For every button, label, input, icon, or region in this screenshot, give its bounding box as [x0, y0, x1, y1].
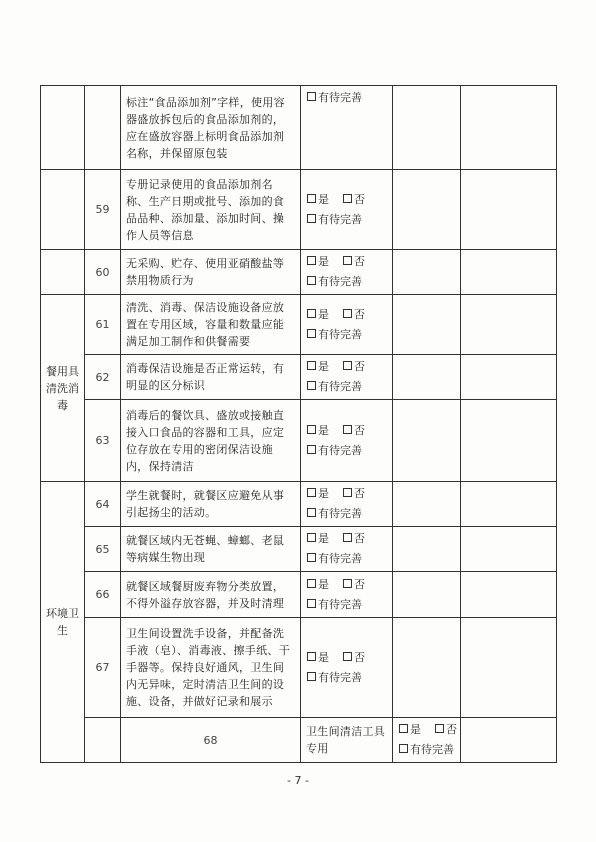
checkbox-no[interactable] [435, 724, 444, 733]
category-utensil-cleaning: 餐用具清洗消毒 [41, 295, 85, 482]
item-options: 是 否 有待完善 [301, 400, 393, 482]
blank-cell [461, 250, 557, 295]
blank-cell [461, 618, 557, 718]
checkbox-improve[interactable] [399, 744, 408, 753]
item-number: 68 [121, 718, 301, 763]
blank-cell [461, 355, 557, 400]
item-options: 是 否 有待完善 [301, 355, 393, 400]
checkbox-yes[interactable] [307, 256, 316, 265]
table-row [41, 295, 557, 355]
checkbox-yes[interactable] [399, 724, 408, 733]
checkbox-improve[interactable] [307, 553, 316, 562]
checkbox-yes[interactable] [307, 309, 316, 318]
item-content: 卫生间清洁工具专用 [301, 718, 393, 763]
item-content: 消毒保洁设施是否正常运转，有明显的区分标识 [121, 355, 301, 400]
table-row [41, 170, 557, 250]
checkbox-yes[interactable] [307, 361, 316, 370]
table-row [41, 482, 557, 527]
checkbox-yes[interactable] [307, 488, 316, 497]
blank-cell [461, 295, 557, 355]
checkbox-yes[interactable] [307, 194, 316, 203]
item-options: 有待完善 [301, 86, 393, 170]
blank-cell [393, 400, 461, 482]
blank-cell [393, 295, 461, 355]
inspection-checklist-table [40, 85, 557, 763]
item-number: 67 [85, 618, 121, 718]
checkbox-no[interactable] [343, 194, 352, 203]
item-content: 就餐区域内无苍蝇、蟑螂、老鼠等病媒生物出现 [121, 527, 301, 572]
table-row [41, 572, 557, 618]
blank-cell [393, 572, 461, 618]
item-options: 是 否 有待完善 [301, 250, 393, 295]
blank-cell [461, 170, 557, 250]
item-content: 就餐区域餐厨废弃物分类放置，不得外溢存放容器，并及时清理 [121, 572, 301, 618]
blank-cell [393, 527, 461, 572]
checkbox-no[interactable] [343, 579, 352, 588]
item-number: 62 [85, 355, 121, 400]
item-number: 65 [85, 527, 121, 572]
blank-cell [461, 400, 557, 482]
blank-cell [461, 527, 557, 572]
checkbox-yes[interactable] [307, 533, 316, 542]
item-content: 学生就餐时，就餐区应避免从事引起扬尘的活动。 [121, 482, 301, 527]
blank-cell [393, 482, 461, 527]
checkbox-no[interactable] [343, 652, 352, 661]
item-options: 是 否 有待完善 [301, 170, 393, 250]
blank-cell [393, 170, 461, 250]
table-row [41, 718, 557, 763]
checkbox-yes[interactable] [307, 579, 316, 588]
checkbox-yes[interactable] [307, 652, 316, 661]
blank-cell [393, 618, 461, 718]
item-number: 59 [85, 170, 121, 250]
page-number: - 7 - [287, 774, 309, 787]
checkbox-yes[interactable] [307, 425, 316, 434]
blank-cell [461, 572, 557, 618]
item-number [85, 86, 121, 170]
category-cell-blank [41, 250, 85, 295]
item-content: 无采购、贮存、使用亚硝酸盐等禁用物质行为 [121, 250, 301, 295]
item-content: 卫生间设置洗手设备，并配备洗手液（皂）、消毒液、擦手纸、干手器等。保持良好通风，卫生间内无异味，定时清洁卫生间的设施、设备，并做好记录和展示 [121, 618, 301, 718]
checkbox-improve[interactable] [307, 276, 316, 285]
checkbox-no[interactable] [343, 425, 352, 434]
table-row [41, 86, 557, 170]
category-environment-hygiene: 环境卫生 [41, 482, 85, 763]
table-row [41, 355, 557, 400]
item-content: 专册记录使用的食品添加剂名称、生产日期或批号、添加的食品品种、添加量、添加时间、操作人员等信息 [121, 170, 301, 250]
table-row [41, 250, 557, 295]
checkbox-no[interactable] [343, 309, 352, 318]
category-cell-blank [41, 170, 85, 250]
table-row [41, 400, 557, 482]
blank-cell [393, 250, 461, 295]
category-cell-blank [41, 86, 85, 170]
item-options: 是 否 有待完善 [301, 482, 393, 527]
item-number: 64 [85, 482, 121, 527]
checkbox-improve[interactable] [307, 329, 316, 338]
item-number: 60 [85, 250, 121, 295]
blank-cell [461, 482, 557, 527]
checkbox-improve[interactable] [307, 214, 316, 223]
item-content: 标注“食品添加剂”字样，使用容器盛放拆包后的食品添加剂的，应在盛放容器上标明食品添加剂名称，并保留原包装 [121, 86, 301, 170]
checkbox-no[interactable] [343, 533, 352, 542]
checkbox-improve[interactable] [307, 381, 316, 390]
item-number: 61 [85, 295, 121, 355]
checkbox-improve[interactable] [307, 672, 316, 681]
item-content: 清洗、消毒、保洁设施设备应放置在专用区域，容量和数量应能满足加工制作和供餐需要 [121, 295, 301, 355]
blank-cell [461, 86, 557, 170]
item-options: 是 否 有待完善 [393, 718, 461, 763]
item-options: 是 否 有待完善 [301, 618, 393, 718]
blank-cell [461, 718, 557, 763]
table-row [41, 527, 557, 572]
blank-cell [393, 86, 461, 170]
item-content: 消毒后的餐饮具、盛放或接触直接入口食品的容器和工具，应定位存放在专用的密闭保洁设施内，保持清洁 [121, 400, 301, 482]
checkbox-improve[interactable] [307, 508, 316, 517]
item-number: 66 [85, 572, 121, 618]
checkbox-improve[interactable] [307, 445, 316, 454]
item-number: 63 [85, 400, 121, 482]
table-row [41, 618, 557, 718]
checkbox-improve[interactable] [307, 92, 316, 101]
checkbox-improve[interactable] [307, 599, 316, 608]
checkbox-no[interactable] [343, 361, 352, 370]
checkbox-no[interactable] [343, 256, 352, 265]
blank-cell [393, 355, 461, 400]
category-cell-blank [85, 718, 121, 763]
item-options: 是 否 有待完善 [301, 572, 393, 618]
checkbox-no[interactable] [343, 488, 352, 497]
item-options: 是 否 有待完善 [301, 527, 393, 572]
item-options: 是 否 有待完善 [301, 295, 393, 355]
